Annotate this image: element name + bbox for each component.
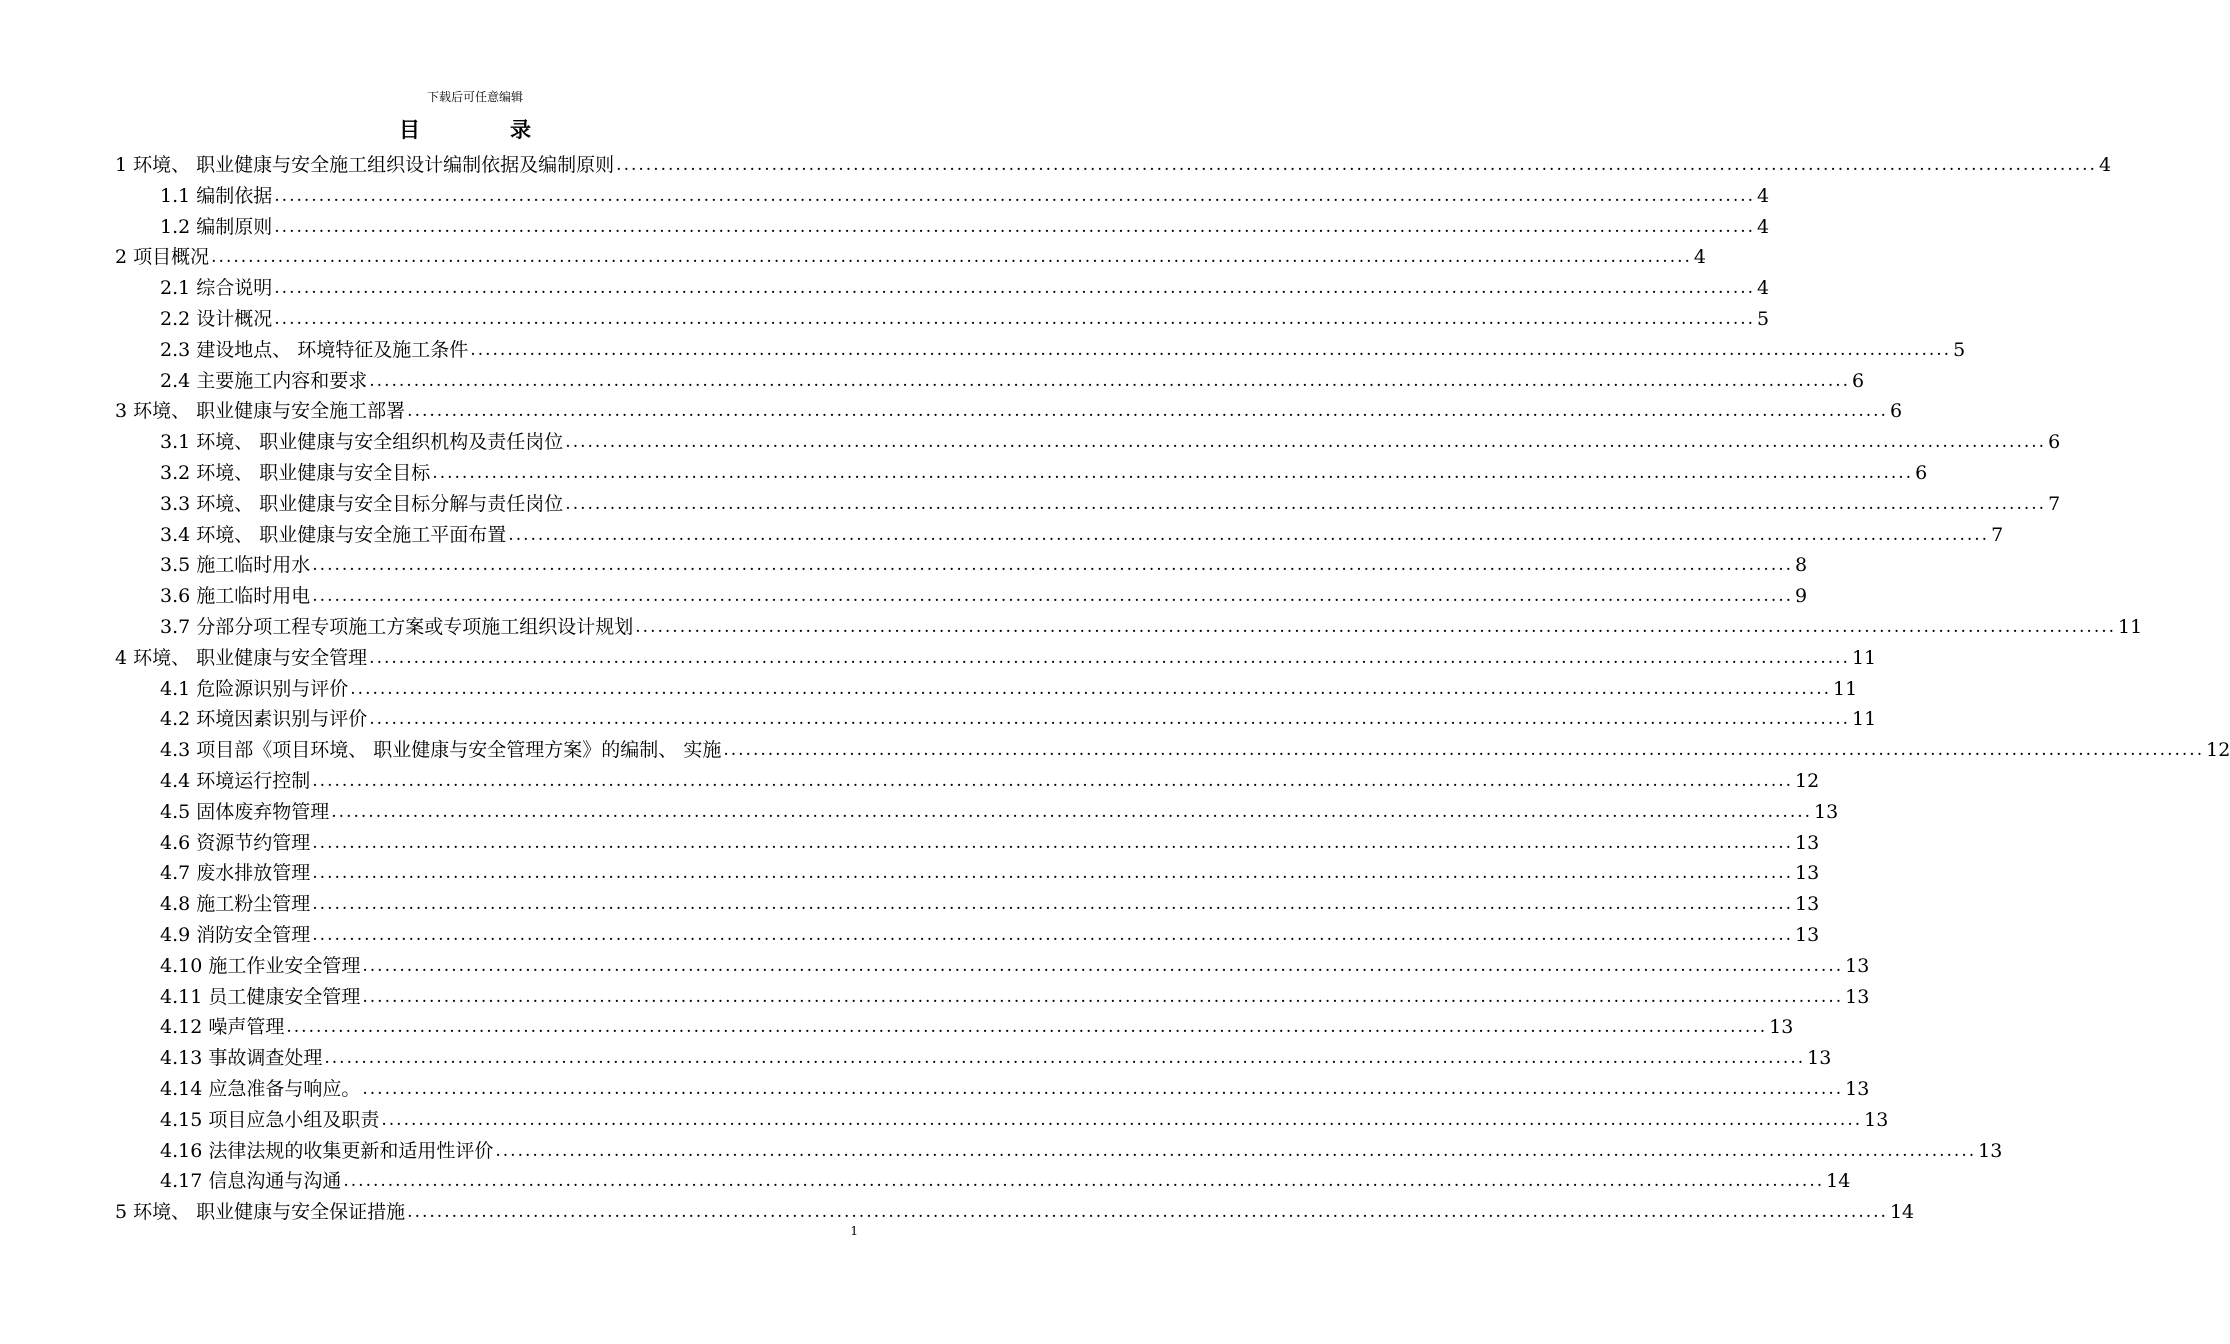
toc-entry[interactable] bbox=[160, 581, 1808, 611]
toc-entry-label: 4.14 应急准备与响应。 bbox=[160, 1078, 361, 1100]
toc-leader-dots: ........................................................................................................................................................................................................ bbox=[565, 493, 2047, 514]
toc-entry[interactable] bbox=[115, 150, 2112, 180]
toc-entry-label: 2 项目概况 bbox=[115, 246, 210, 269]
toc-leader-dots: ........................................................................................................................................................................................................ bbox=[362, 986, 1844, 1007]
toc-entry-label: 4 环境、 职业健康与安全管理 bbox=[115, 646, 368, 669]
toc-entry-page: 11 bbox=[1851, 646, 1877, 669]
toc-entry-page: 6 bbox=[1852, 369, 1865, 392]
toc-entry-label: 4.8 施工粉尘管理 bbox=[160, 893, 311, 916]
toc-leader-dots: ........................................................................................................................................................................................................ bbox=[432, 463, 1914, 483]
toc-entry[interactable] bbox=[160, 427, 2061, 457]
toc-leader-dots: ........................................................................................................................................................................................................ bbox=[369, 709, 1851, 730]
toc-entry[interactable] bbox=[160, 735, 2230, 765]
toc-entry-label: 4.3 项目部《项目环境、 职业健康与安全管理方案》的编制、 实施 bbox=[160, 739, 722, 762]
toc-entry-page: 13 bbox=[1795, 831, 1820, 854]
toc-entry[interactable] bbox=[160, 766, 1820, 796]
toc-leader-dots: ........................................................................................................................................................................................................ bbox=[362, 1079, 1844, 1099]
toc-leader-dots: ........................................................................................................................................................................................................ bbox=[369, 370, 1851, 391]
toc-entry[interactable] bbox=[160, 458, 1928, 488]
toc-leader-dots: ........................................................................................................................................................................................................ bbox=[723, 740, 2205, 761]
toc-leader-dots: ........................................................................................................................................................................................................ bbox=[508, 524, 1990, 545]
toc-leader-dots: ........................................................................................................................................................................................................ bbox=[312, 894, 1794, 915]
toc-entry-page: 13 bbox=[1845, 954, 1870, 977]
toc-title: 目录 bbox=[399, 117, 621, 142]
toc-entry-label: 4.1 危险源识别与评价 bbox=[160, 677, 349, 700]
toc-entry[interactable] bbox=[160, 797, 1839, 827]
toc-entry-page: 14 bbox=[1826, 1170, 1851, 1193]
toc-leader-dots: ........................................................................................................................................................................................................ bbox=[312, 771, 1794, 791]
toc-entry[interactable] bbox=[115, 643, 1877, 673]
toc-entry[interactable] bbox=[160, 1166, 1851, 1196]
toc-entry[interactable] bbox=[160, 1105, 1889, 1135]
toc-entry[interactable] bbox=[160, 1012, 1794, 1042]
toc-entry-label: 4.12 噪声管理 bbox=[160, 1016, 285, 1039]
toc-entry[interactable] bbox=[115, 396, 1903, 426]
toc-entry[interactable] bbox=[160, 1043, 1832, 1073]
toc-entry[interactable] bbox=[160, 1136, 2003, 1166]
toc-leader-dots: ........................................................................................................................................................................................................ bbox=[324, 1048, 1806, 1069]
toc-entry-page: 13 bbox=[1814, 800, 1839, 823]
toc-leader-dots: ........................................................................................................................................................................................................ bbox=[274, 309, 1756, 329]
toc-entry-label: 4.17 信息沟通与沟通 bbox=[160, 1170, 342, 1193]
toc-entry-page: 11 bbox=[1833, 677, 1858, 700]
toc-entry-page: 7 bbox=[2048, 492, 2061, 515]
toc-entry-label: 3.3 环境、 职业健康与安全目标分解与责任岗位 bbox=[160, 492, 564, 515]
toc-entry[interactable] bbox=[160, 704, 1877, 734]
toc-entry[interactable] bbox=[160, 273, 1770, 303]
toc-entry-label: 3.5 施工临时用水 bbox=[160, 554, 311, 577]
toc-entry-page: 13 bbox=[1807, 1047, 1832, 1070]
toc-entry-page: 11 bbox=[1852, 708, 1877, 731]
toc-entry-label: 4.9 消防安全管理 bbox=[160, 924, 311, 946]
toc-entry-page: 4 bbox=[1757, 215, 1770, 238]
toc-entry-page: 13 bbox=[1795, 862, 1820, 885]
toc-leader-dots: ........................................................................................................................................................................................................ bbox=[286, 1017, 1768, 1038]
toc-leader-dots: ........................................................................................................................................................................................................ bbox=[343, 1171, 1825, 1192]
toc-entry[interactable] bbox=[160, 982, 1870, 1012]
toc-leader-dots: ........................................................................................................................................................................................................ bbox=[369, 647, 1850, 668]
toc-entry-label: 4.6 资源节约管理 bbox=[160, 831, 311, 854]
toc-entry-label: 4.11 员工健康安全管理 bbox=[160, 985, 361, 1008]
toc-leader-dots: ........................................................................................................................................................................................................ bbox=[211, 247, 1692, 268]
toc-entry[interactable] bbox=[160, 550, 1808, 580]
toc-entry-page: 13 bbox=[1864, 1108, 1889, 1131]
toc-entry[interactable] bbox=[160, 951, 1870, 981]
toc-entry-label: 2.4 主要施工内容和要求 bbox=[160, 369, 368, 392]
toc-leader-dots: ........................................................................................................................................................................................................ bbox=[495, 1140, 1977, 1161]
toc-entry-label: 2.1 综合说明 bbox=[160, 277, 273, 300]
toc-entry-label: 3.7 分部分项工程专项施工方案或专项施工组织设计规划 bbox=[160, 616, 634, 638]
toc-entry-page: 4 bbox=[1757, 277, 1770, 300]
toc-entry-label: 4.7 废水排放管理 bbox=[160, 862, 311, 885]
toc-entry[interactable] bbox=[115, 242, 1706, 272]
toc-leader-dots: ........................................................................................................................................................................................................ bbox=[274, 185, 1756, 206]
toc-entry-label: 2.3 建设地点、 环境特征及施工条件 bbox=[160, 338, 469, 361]
toc-entry-page: 4 bbox=[2098, 154, 2112, 176]
toc-leader-dots: ........................................................................................................................................................................................................ bbox=[565, 432, 2047, 453]
header-note: 下载后可任意编辑 bbox=[426, 90, 523, 104]
toc-leader-dots: ........................................................................................................................................................................................................ bbox=[312, 863, 1794, 884]
toc-entry-label: 3.2 环境、 职业健康与安全目标 bbox=[160, 462, 431, 484]
toc-entry-page: 13 bbox=[1978, 1139, 2003, 1162]
page-number: 1 bbox=[850, 1224, 858, 1238]
toc-entry-label: 4.15 项目应急小组及职责 bbox=[160, 1108, 380, 1131]
toc-leader-dots: ........................................................................................................................................................................................................ bbox=[274, 278, 1756, 299]
toc-entry-page: 12 bbox=[1795, 770, 1820, 792]
toc-entry[interactable] bbox=[160, 304, 1770, 334]
toc-entry-page: 13 bbox=[1845, 985, 1870, 1008]
toc-entry-page: 6 bbox=[2048, 431, 2061, 454]
toc-leader-dots: ........................................................................................................................................................................................................ bbox=[381, 1109, 1863, 1130]
toc-entry-label: 3.1 环境、 职业健康与安全组织机构及责任岗位 bbox=[160, 431, 564, 454]
toc-entry[interactable] bbox=[160, 520, 2004, 550]
toc-entry-page: 13 bbox=[1769, 1016, 1794, 1039]
toc-entry-label: 1.1 编制依据 bbox=[160, 184, 273, 207]
toc-entry-page: 9 bbox=[1795, 585, 1808, 608]
toc-entry[interactable] bbox=[160, 489, 2061, 519]
toc-entry[interactable] bbox=[160, 858, 1820, 888]
toc-leader-dots: ........................................................................................................................................................................................................ bbox=[312, 925, 1794, 945]
toc-entry[interactable] bbox=[160, 335, 1966, 365]
toc-entry-page: 13 bbox=[1795, 924, 1820, 946]
toc-entry-label: 4.16 法律法规的收集更新和适用性评价 bbox=[160, 1139, 494, 1162]
toc-entry-page: 12 bbox=[2206, 739, 2230, 762]
toc-entry-page: 13 bbox=[1795, 893, 1820, 916]
toc-leader-dots: ........................................................................................................................................................................................................ bbox=[635, 617, 2117, 637]
toc-entry-label: 4.4 环境运行控制 bbox=[160, 770, 311, 792]
toc-leader-dots: ........................................................................................................................................................................................................ bbox=[312, 832, 1794, 853]
toc-entry-page: 4 bbox=[1693, 246, 1706, 269]
toc-entry-label: 4.5 固体废弃物管理 bbox=[160, 800, 330, 823]
toc-entry-label: 1.2 编制原则 bbox=[160, 215, 273, 238]
toc-entry[interactable] bbox=[160, 612, 2143, 642]
toc-leader-dots: ........................................................................................................................................................................................................ bbox=[362, 955, 1844, 976]
toc-entry-label: 1 环境、 职业健康与安全施工组织设计编制依据及编制原则 bbox=[115, 154, 615, 176]
toc-entry-label: 4.10 施工作业安全管理 bbox=[160, 954, 361, 977]
toc-entry[interactable] bbox=[115, 1197, 1915, 1227]
toc-entry-page: 6 bbox=[1915, 462, 1928, 484]
toc-entry[interactable] bbox=[160, 828, 1820, 858]
toc-entry-label: 5 环境、 职业健康与安全保证措施 bbox=[115, 1201, 406, 1224]
toc-entry[interactable] bbox=[160, 889, 1820, 919]
toc-entry-page: 14 bbox=[1889, 1201, 1915, 1224]
toc-leader-dots: ........................................................................................................................................................................................................ bbox=[312, 555, 1794, 576]
toc-entry-page: 6 bbox=[1889, 400, 1903, 423]
toc-entry[interactable] bbox=[160, 181, 1770, 211]
toc-entry[interactable] bbox=[160, 674, 1858, 704]
toc-leader-dots: ........................................................................................................................................................................................................ bbox=[470, 339, 1952, 360]
toc-entry-label: 2.2 设计概况 bbox=[160, 308, 273, 330]
toc-entry[interactable] bbox=[160, 1074, 1870, 1104]
toc-leader-dots: ........................................................................................................................................................................................................ bbox=[274, 216, 1756, 237]
toc-leader-dots: ........................................................................................................................................................................................................ bbox=[616, 155, 2097, 175]
toc-entry[interactable] bbox=[160, 920, 1820, 950]
toc-leader-dots: ........................................................................................................................................................................................................ bbox=[350, 678, 1832, 699]
toc-leader-dots: ........................................................................................................................................................................................................ bbox=[407, 1202, 1888, 1223]
toc-leader-dots: ........................................................................................................................................................................................................ bbox=[407, 401, 1888, 422]
toc-entry-page: 5 bbox=[1953, 338, 1966, 361]
toc-entry-label: 4.13 事故调查处理 bbox=[160, 1047, 323, 1070]
toc-entry-page: 7 bbox=[1991, 523, 2004, 546]
toc-entry-label: 3 环境、 职业健康与安全施工部署 bbox=[115, 400, 406, 423]
toc-entry[interactable] bbox=[160, 366, 1865, 396]
toc-entry[interactable] bbox=[160, 212, 1770, 242]
toc-entry-page: 11 bbox=[2118, 616, 2143, 638]
toc-entry-page: 13 bbox=[1845, 1078, 1870, 1100]
toc-leader-dots: ........................................................................................................................................................................................................ bbox=[331, 801, 1813, 822]
toc-entry-label: 3.4 环境、 职业健康与安全施工平面布置 bbox=[160, 523, 507, 546]
toc-entry-page: 4 bbox=[1757, 184, 1770, 207]
toc-entry-label: 4.2 环境因素识别与评价 bbox=[160, 708, 368, 731]
toc-entry-page: 5 bbox=[1757, 308, 1770, 330]
toc-entry-page: 8 bbox=[1795, 554, 1808, 577]
toc-entry-label: 3.6 施工临时用电 bbox=[160, 585, 311, 608]
toc-leader-dots: ........................................................................................................................................................................................................ bbox=[312, 586, 1794, 607]
